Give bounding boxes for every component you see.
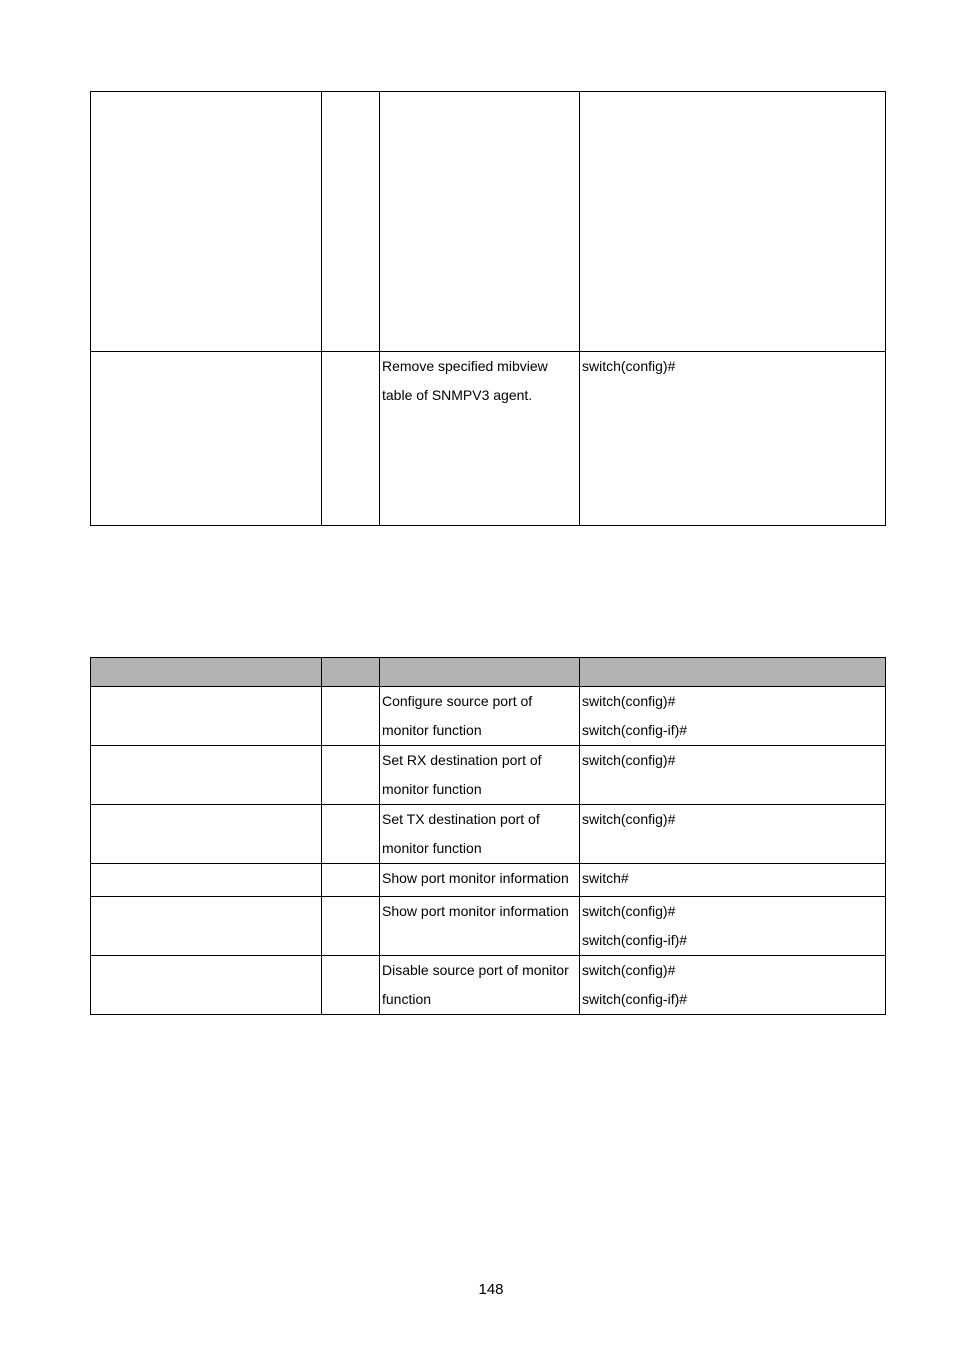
parameter-cell [322, 897, 380, 956]
table-row [91, 352, 886, 526]
description-cell: Show port monitor information [380, 897, 580, 956]
description-cell: Configure source port of monitor function [380, 687, 580, 746]
command-table-port-monitor [90, 657, 886, 1015]
header-cell [380, 658, 580, 687]
table-header-row [91, 658, 886, 687]
description-cell: Show port monitor information [380, 864, 580, 897]
command-cell [91, 687, 322, 746]
parameter-cell [322, 352, 380, 526]
table-row [91, 897, 886, 956]
mode-line: switch(config-if)# [582, 932, 688, 948]
page-number: 148 [478, 1281, 504, 1298]
mode-line: switch# [582, 870, 629, 886]
mode-cell [580, 687, 886, 746]
mode-cell [580, 92, 886, 352]
parameter-cell [322, 746, 380, 805]
description-cell: Set RX destination port of monitor function [380, 746, 580, 805]
table-row [91, 956, 886, 1015]
parameter-cell [322, 956, 380, 1015]
command-cell [91, 956, 322, 1015]
table-row [91, 805, 886, 864]
mode-line: switch(config)# [582, 903, 676, 919]
parameter-cell [322, 92, 380, 352]
parameter-cell [322, 805, 380, 864]
mode-cell [580, 352, 886, 526]
command-cell [91, 805, 322, 864]
mode-cell [580, 864, 886, 897]
table-row [91, 746, 886, 805]
header-cell [91, 658, 322, 687]
mode-cell [580, 746, 886, 805]
command-cell [91, 92, 322, 352]
description-cell: Remove specified mibview table of SNMPV3 agent. [380, 352, 580, 526]
mode-cell [580, 897, 886, 956]
header-cell [322, 658, 380, 687]
table-row [91, 92, 886, 352]
mode-line: switch(config-if)# [582, 991, 688, 1007]
mode-cell [580, 956, 886, 1015]
mode-line: switch(config)# [582, 358, 676, 374]
parameter-cell [322, 864, 380, 897]
mode-line: switch(config)# [582, 693, 676, 709]
mode-cell [580, 805, 886, 864]
parameter-cell [322, 687, 380, 746]
mode-line: switch(config)# [582, 811, 676, 827]
table-row [91, 864, 886, 897]
mode-line: switch(config)# [582, 962, 676, 978]
description-cell: Disable source port of monitor function [380, 956, 580, 1015]
command-cell [91, 897, 322, 956]
table-row [91, 687, 886, 746]
command-cell [91, 746, 322, 805]
mode-line: switch(config)# [582, 752, 676, 768]
header-cell [580, 658, 886, 687]
command-cell [91, 352, 322, 526]
description-cell [380, 92, 580, 352]
command-cell [91, 864, 322, 897]
description-cell: Set TX destination port of monitor function [380, 805, 580, 864]
command-table-snmp [90, 91, 886, 526]
mode-line: switch(config-if)# [582, 722, 688, 738]
